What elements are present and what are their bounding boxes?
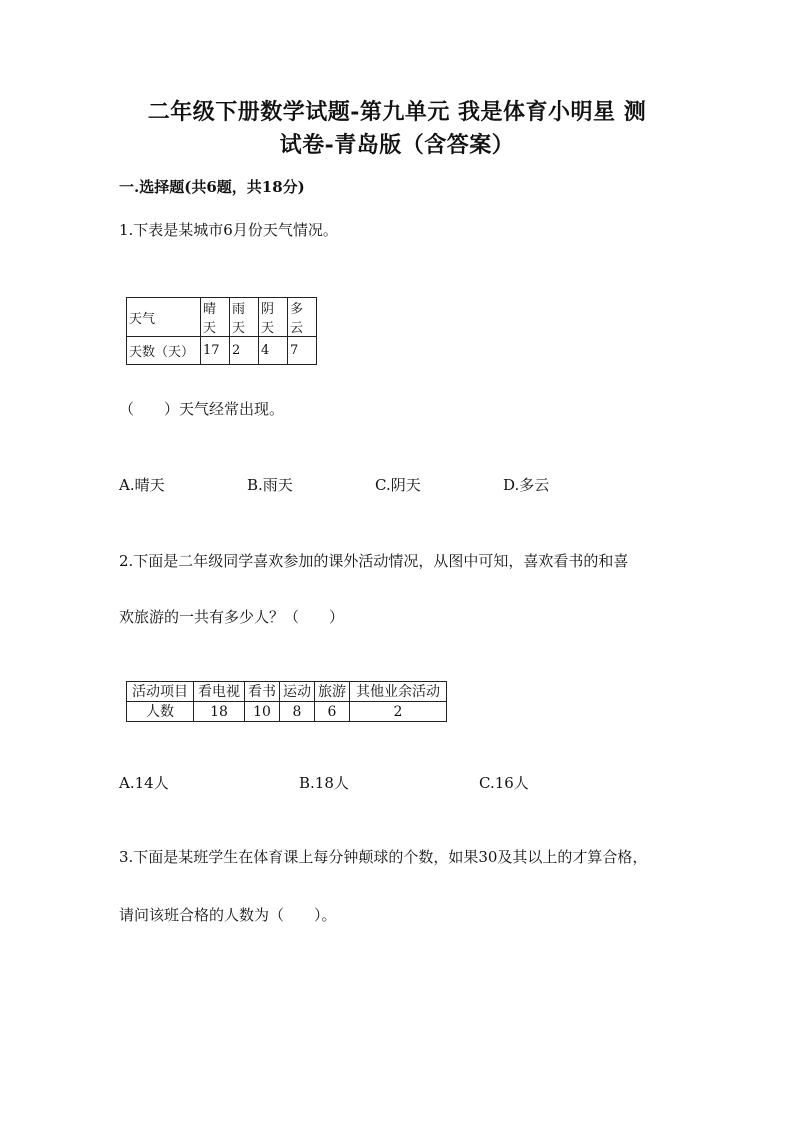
table-cell: 6 xyxy=(315,702,350,722)
q2-option-b[interactable]: B.18人 xyxy=(299,774,349,792)
table-row xyxy=(127,337,317,365)
q1-stem: 1.下表是某城市6月份天气情况。 xyxy=(119,221,338,239)
table-cell: 人数 xyxy=(127,702,194,722)
title-line-2: 试卷-青岛版（含答案） xyxy=(279,132,515,158)
table-cell: 8 xyxy=(280,702,315,722)
table-cell: 晴天 xyxy=(201,298,230,337)
table-cell: 天气 xyxy=(127,298,201,337)
table-cell: 多云 xyxy=(288,298,317,337)
table-cell: 10 xyxy=(245,702,280,722)
q2-option-a[interactable]: A.14人 xyxy=(119,774,169,792)
section-heading: 一.选择题(共6题，共18分) xyxy=(119,178,305,196)
q2-stem-line-1: 2.下面是二年级同学喜欢参加的课外活动情况，从图中可知，喜欢看书的和喜 xyxy=(119,552,629,570)
table-cell: 17 xyxy=(201,337,230,365)
table-cell: 7 xyxy=(288,337,317,365)
page-title xyxy=(100,96,694,162)
table-cell: 阴天 xyxy=(259,298,288,337)
table-cell: 旅游 xyxy=(315,682,350,702)
table-row xyxy=(127,702,447,722)
q3-stem-line-2: 请问该班合格的人数为（ ）。 xyxy=(119,906,337,924)
table-cell: 看电视 xyxy=(194,682,245,702)
table-row xyxy=(127,682,447,702)
q2-stem-line-2: 欢旅游的一共有多少人？（ ） xyxy=(119,608,345,626)
table-cell: 运动 xyxy=(280,682,315,702)
q1-option-c[interactable]: C.阴天 xyxy=(375,476,421,494)
q1-option-d[interactable]: D.多云 xyxy=(503,476,550,494)
title-line-1: 二年级下册数学试题-第九单元 我是体育小明星 测 xyxy=(147,99,647,125)
q1-option-a[interactable]: A.晴天 xyxy=(119,476,165,494)
q1-blank-line: （ ）天气经常出现。 xyxy=(119,400,285,418)
table-cell: 看书 xyxy=(245,682,280,702)
table-row xyxy=(127,298,317,337)
table-cell: 2 xyxy=(230,337,259,365)
table-cell: 4 xyxy=(259,337,288,365)
q2-activity-table xyxy=(126,681,447,722)
q1-option-b[interactable]: B.雨天 xyxy=(247,476,293,494)
q3-stem-line-1: 3.下面是某班学生在体育课上每分钟颠球的个数，如果30及其以上的才算合格， xyxy=(119,848,648,866)
table-cell: 活动项目 xyxy=(127,682,194,702)
q1-weather-table xyxy=(126,297,317,365)
q2-option-c[interactable]: C.16人 xyxy=(479,774,529,792)
table-cell: 雨天 xyxy=(230,298,259,337)
table-cell: 其他业余活动 xyxy=(350,682,447,702)
table-cell: 18 xyxy=(194,702,245,722)
table-cell: 天数（天） xyxy=(127,337,201,365)
table-cell: 2 xyxy=(350,702,447,722)
